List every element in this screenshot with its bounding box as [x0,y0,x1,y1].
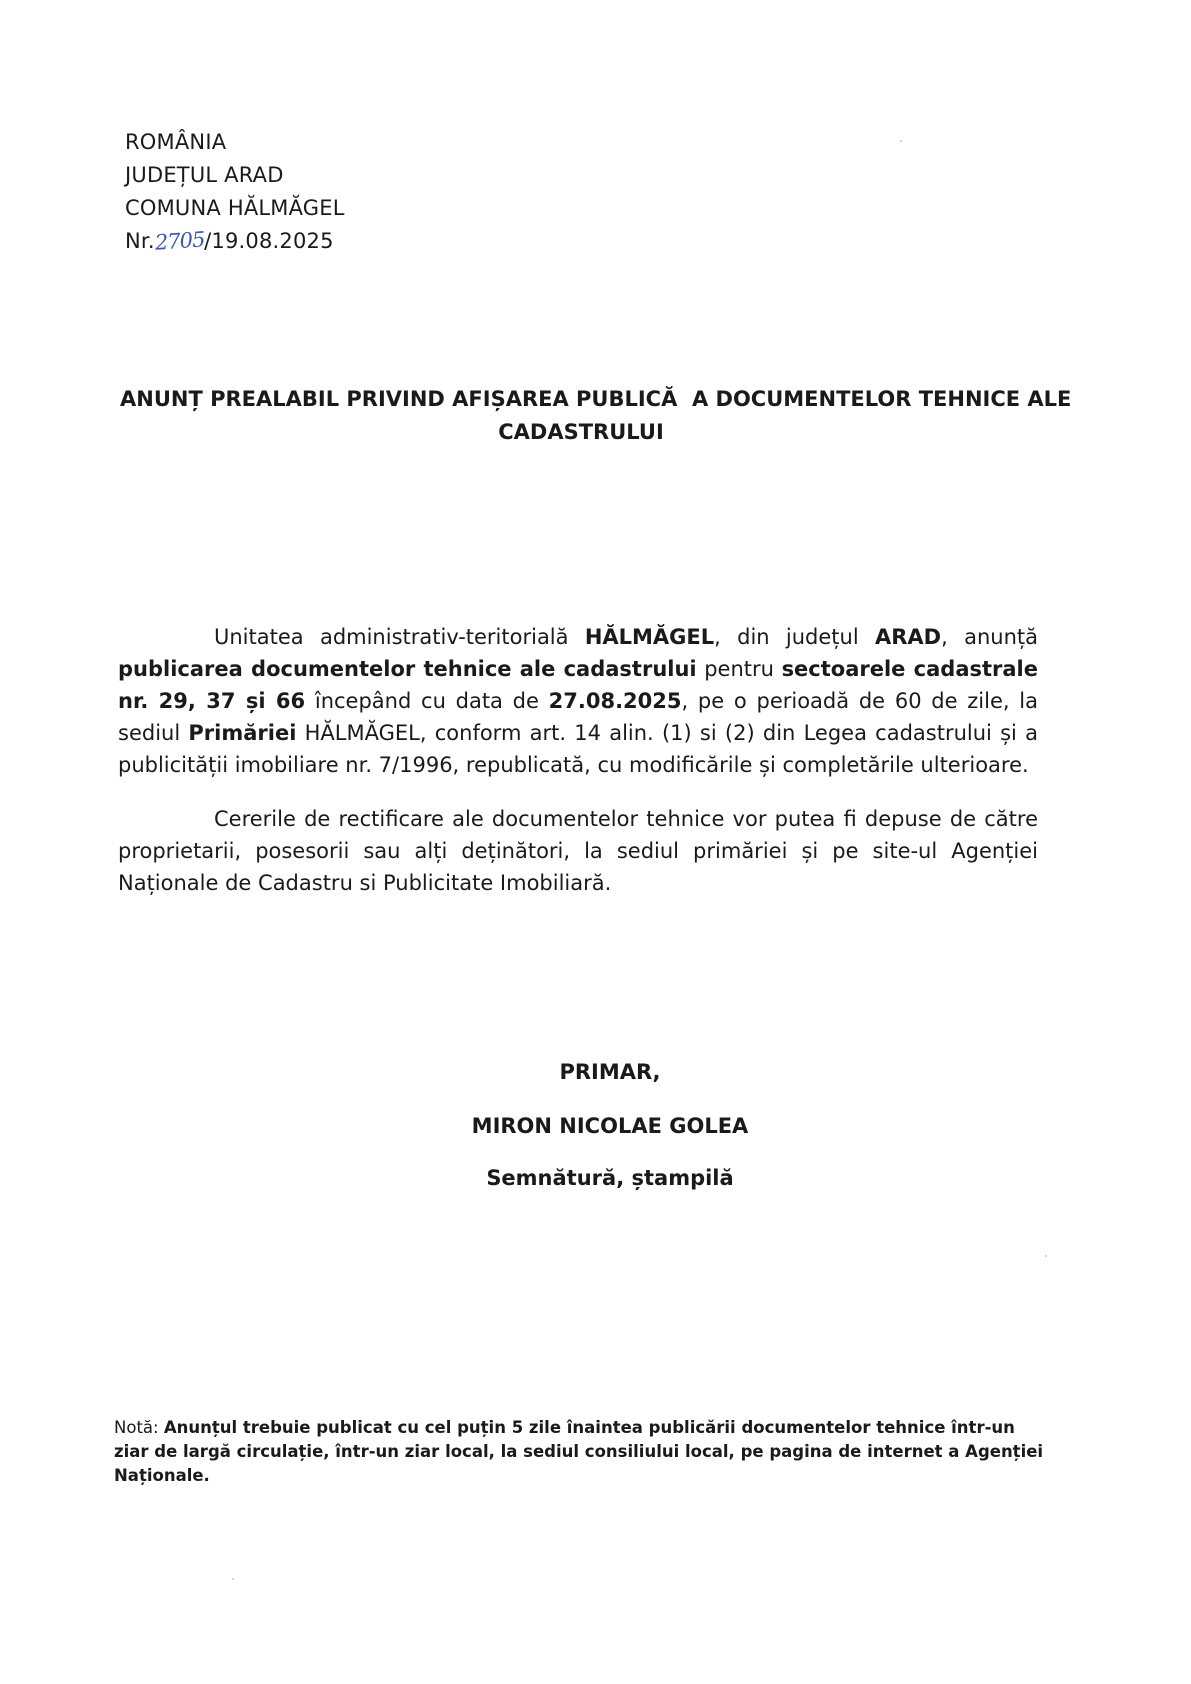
p1-publication-subject: publicarea documentelor tehnice ale cadastrului [118,657,697,681]
p1-text-6: , pe o perioadă de 60 de zile, la sediul [118,689,1039,745]
footnote-label: Notă: [114,1418,164,1437]
title-line-2: CADASTRULUI [498,420,664,444]
p1-uat-name: HĂLMĂGEL [584,625,715,649]
p1-text-4: pentru [696,657,782,681]
p1-start-date: 27.08.2025 [548,689,682,713]
paragraph-publication [118,621,1038,781]
document-header [125,126,345,258]
handwritten-registration-number: 2705 [153,227,205,255]
p1-county-name: ARAD [875,625,942,649]
p1-text-2: , din județul [714,625,875,649]
p1-text-7: HĂLMĂGEL, conform art. 14 alin. (1) si (2) din Legea cadastrului și a publicității imobiliare nr. 7/1996, republicată, cu modificările și completările ulterioare. [118,721,1038,777]
scan-speck [1045,1255,1047,1257]
signatory-name: MIRON NICOLAE GOLEA [471,1114,749,1138]
p1-text-1: Unitatea administrativ-teritorială [214,625,585,649]
header-county: JUDEȚUL ARAD [125,163,284,187]
header-country: ROMÂNIA [125,130,227,154]
scan-speck [232,1578,234,1580]
registration-prefix: Nr. [125,229,155,253]
signature-title: PRIMAR, [559,1060,661,1084]
footnote-text: Anunțul trebuie publicat cu cel puțin 5 zile înaintea publicării documentelor tehnice într-un ziar de largă circulație, într-un ziar local, la sediul consiliului local, pe pagina de internet a Agenției Naționale. [114,1418,1044,1485]
p1-town-hall: Primăriei [188,721,297,745]
title-line-1: ANUNȚ PREALABIL PRIVIND AFIȘAREA PUBLICĂ A DOCUMENTELOR TEHNICE ALE [120,387,1072,411]
p1-text-5: începând cu data de [305,689,549,713]
p1-text-3: , anunță [941,625,1038,649]
footnote [114,1416,1044,1488]
p1-cadastral-sectors: sectoarele cadastrale nr. 29, 37 și 66 [118,657,1038,713]
signature-stamp-label: Semnătură, ștampilă [486,1166,734,1190]
scan-speck [900,140,902,142]
announcement-body [118,621,1038,921]
registration-date: /19.08.2025 [204,229,334,253]
registration-number [125,225,345,258]
announcement-title [120,383,1072,449]
header-commune: COMUNA HĂLMĂGEL [125,196,345,220]
paragraph-rectification: Cererile de rectificare ale documentelor tehnice vor putea fi depuse de către proprietarii, posesorii sau alți deținători, la sediul primăriei și pe site-ul Agenției Naționale de Cadastru si Publicitate Imobiliară. [118,807,1038,895]
